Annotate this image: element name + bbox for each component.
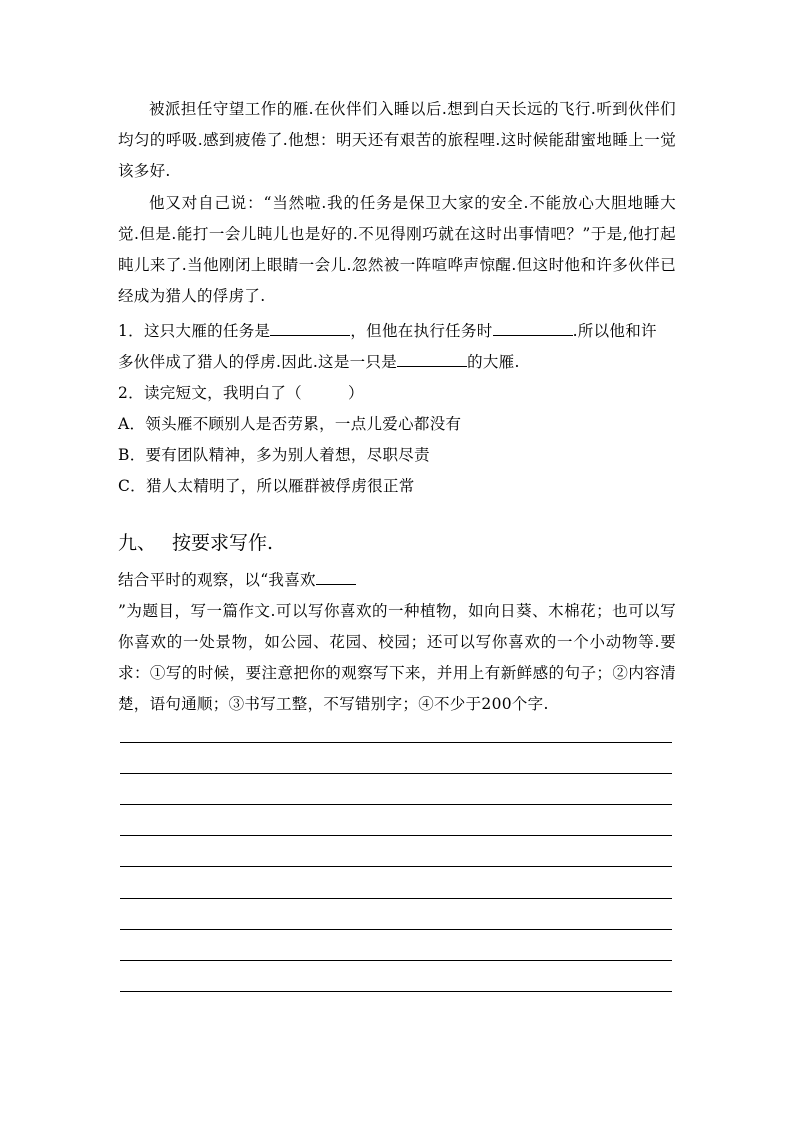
question-1-blank-2[interactable] [493,317,573,336]
writing-line[interactable] [120,960,672,961]
question-1-text-a: 1．这只大雁的任务是 [118,322,271,340]
writing-line[interactable] [120,835,672,836]
question-2-stem [118,378,678,409]
writing-prompt-body: ”为题目，写一篇作文.可以写你喜欢的一种植物，如向日葵、木棉花；也可以写你喜欢的一处景物，如公园、花园、校园；还可以写你喜欢的一个小动物等.要求：①写的时候，要注意把你的观察写下来，并用上有新鲜感的句子；②内容清楚，语句通顺；③书写工整，不写错别字；④不少于200个字. [118,602,676,713]
writing-line[interactable] [120,773,672,774]
question-1-text-d: 多伙伴成了猎人的俘虏.因此.这是一只是 [118,353,398,371]
writing-line[interactable] [120,991,672,992]
question-1-blank-3[interactable] [397,348,467,367]
question-1-text-e: 的大雁. [467,353,520,371]
question-1-line-1 [118,316,678,347]
writing-section-number: 九、 [118,532,157,554]
question-1-text-b: ，但他在执行任务时 [350,322,493,340]
question-2-stem-after: ） [347,384,364,402]
question-1-text-c: .所以他和许 [572,322,657,340]
writing-section-heading [118,528,273,558]
writing-section-title: 按要求写作. [172,532,274,554]
writing-line[interactable] [120,804,672,805]
question-1-line-2 [118,347,678,378]
question-2-option-b: B．要有团队精神，多为别人着想，尽职尽责 [118,446,430,464]
passage-paragraph-1: 被派担任守望工作的雁.在伙伴们入睡以后.想到白天长远的飞行.听到伙伴们均匀的呼吸.感到疲倦了.他想：明天还有艰苦的旅程哩.这时候能甜蜜地睡上一觉该多好. [118,100,676,180]
writing-line[interactable] [120,742,672,743]
question-2-option-c: C．猎人太精明了，所以雁群被俘虏很正常 [118,477,415,495]
passage-paragraph-2: 他又对自己说：“当然啦.我的任务是保卫大家的安全.不能放心大胆地睡大觉.但是.能打一会儿盹儿也是好的.不见得刚巧就在这时出事情吧？”于是,他打起盹儿来了.当他刚闭上眼睛一会儿.忽然被一阵喧哗声惊醒.但这时他和许多伙伴已经成为猎人的俘虏了. [118,194,676,305]
writing-title-blank[interactable] [316,566,356,585]
question-2-stem-before: 2．读完短文，我明白了（ [118,384,302,402]
question-2-option-a: A．领头雁不顾别人是否劳累，一点儿爱心都没有 [118,415,462,433]
writing-line[interactable] [120,929,672,930]
writing-prompt-line-1 [118,565,678,596]
writing-line[interactable] [120,866,672,867]
writing-line[interactable] [120,898,672,899]
writing-prompt-start: 结合平时的观察，以“我喜欢 [118,571,316,589]
question-1-blank-1[interactable] [270,317,350,336]
